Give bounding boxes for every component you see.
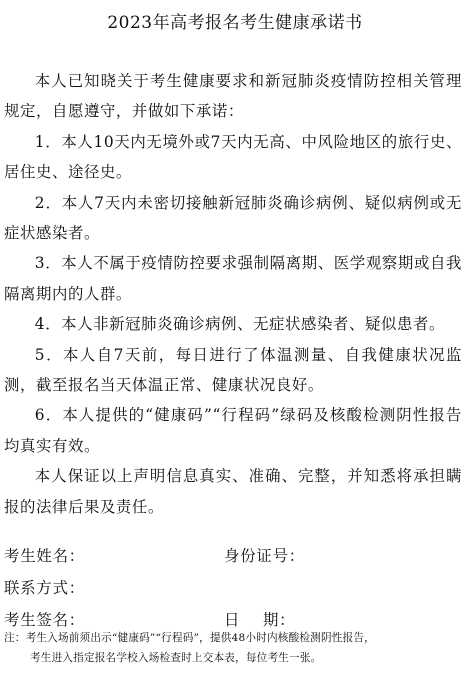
signature-label: 考生签名： bbox=[4, 611, 85, 629]
commitment-item-4: 4．本人非新冠肺炎确诊病例、无症状感染者、疑似患者。 bbox=[34, 315, 445, 334]
commitment-body bbox=[4, 66, 462, 522]
footnote-line-2: 考生进入指定报名学校入场检查时上交本表，每位考生一张。 bbox=[30, 652, 322, 664]
commitment-item-5: 5．本人自7天前，每日进行了体温测量、自我健康状况监测，截至报名当天体温正常、健康状况良好。 bbox=[4, 345, 462, 395]
id-number-label: 身份证号： bbox=[224, 547, 305, 565]
form-row-contact bbox=[4, 572, 466, 604]
document-title: 2023年高考报名考生健康承诺书 bbox=[107, 13, 363, 33]
intro-paragraph: 本人已知晓关于考生健康要求和新冠肺炎疫情防控相关管理规定，自愿遵守，并做如下承诺： bbox=[4, 72, 462, 121]
date-field[interactable] bbox=[308, 611, 464, 629]
footnote-line-1: 注：考生入场前须出示“健康码”“行程码”，提供48小时内核酸检测阴性报告， bbox=[4, 632, 375, 644]
applicant-info-form bbox=[4, 540, 466, 636]
id-number-field[interactable] bbox=[308, 547, 464, 565]
signature-field[interactable] bbox=[88, 611, 218, 629]
commitment-item-1: 1．本人10天内无境外或7天内无高、中风险地区的旅行史、居住史、途径史。 bbox=[4, 132, 462, 182]
form-row-name-id bbox=[4, 540, 466, 572]
closing-paragraph: 本人保证以上声明信息真实、准确、完整，并知悉将承担瞒报的法律后果及责任。 bbox=[4, 467, 462, 516]
name-field[interactable] bbox=[88, 547, 218, 565]
name-label: 考生姓名： bbox=[4, 547, 85, 565]
commitment-item-2: 2．本人7天内未密切接触新冠肺炎确诊病例、疑似病例或无症状感染者。 bbox=[4, 193, 462, 243]
contact-label: 联系方式： bbox=[4, 579, 85, 597]
contact-field[interactable] bbox=[88, 579, 388, 597]
date-label: 日 期： bbox=[224, 611, 296, 629]
footnote bbox=[4, 628, 468, 668]
commitment-item-3: 3．本人不属于疫情防控要求强制隔离期、医学观察期或自我隔离期内的人群。 bbox=[4, 254, 462, 303]
commitment-item-6: 6．本人提供的“健康码”“行程码”绿码及核酸检测阴性报告均真实有效。 bbox=[4, 406, 462, 455]
